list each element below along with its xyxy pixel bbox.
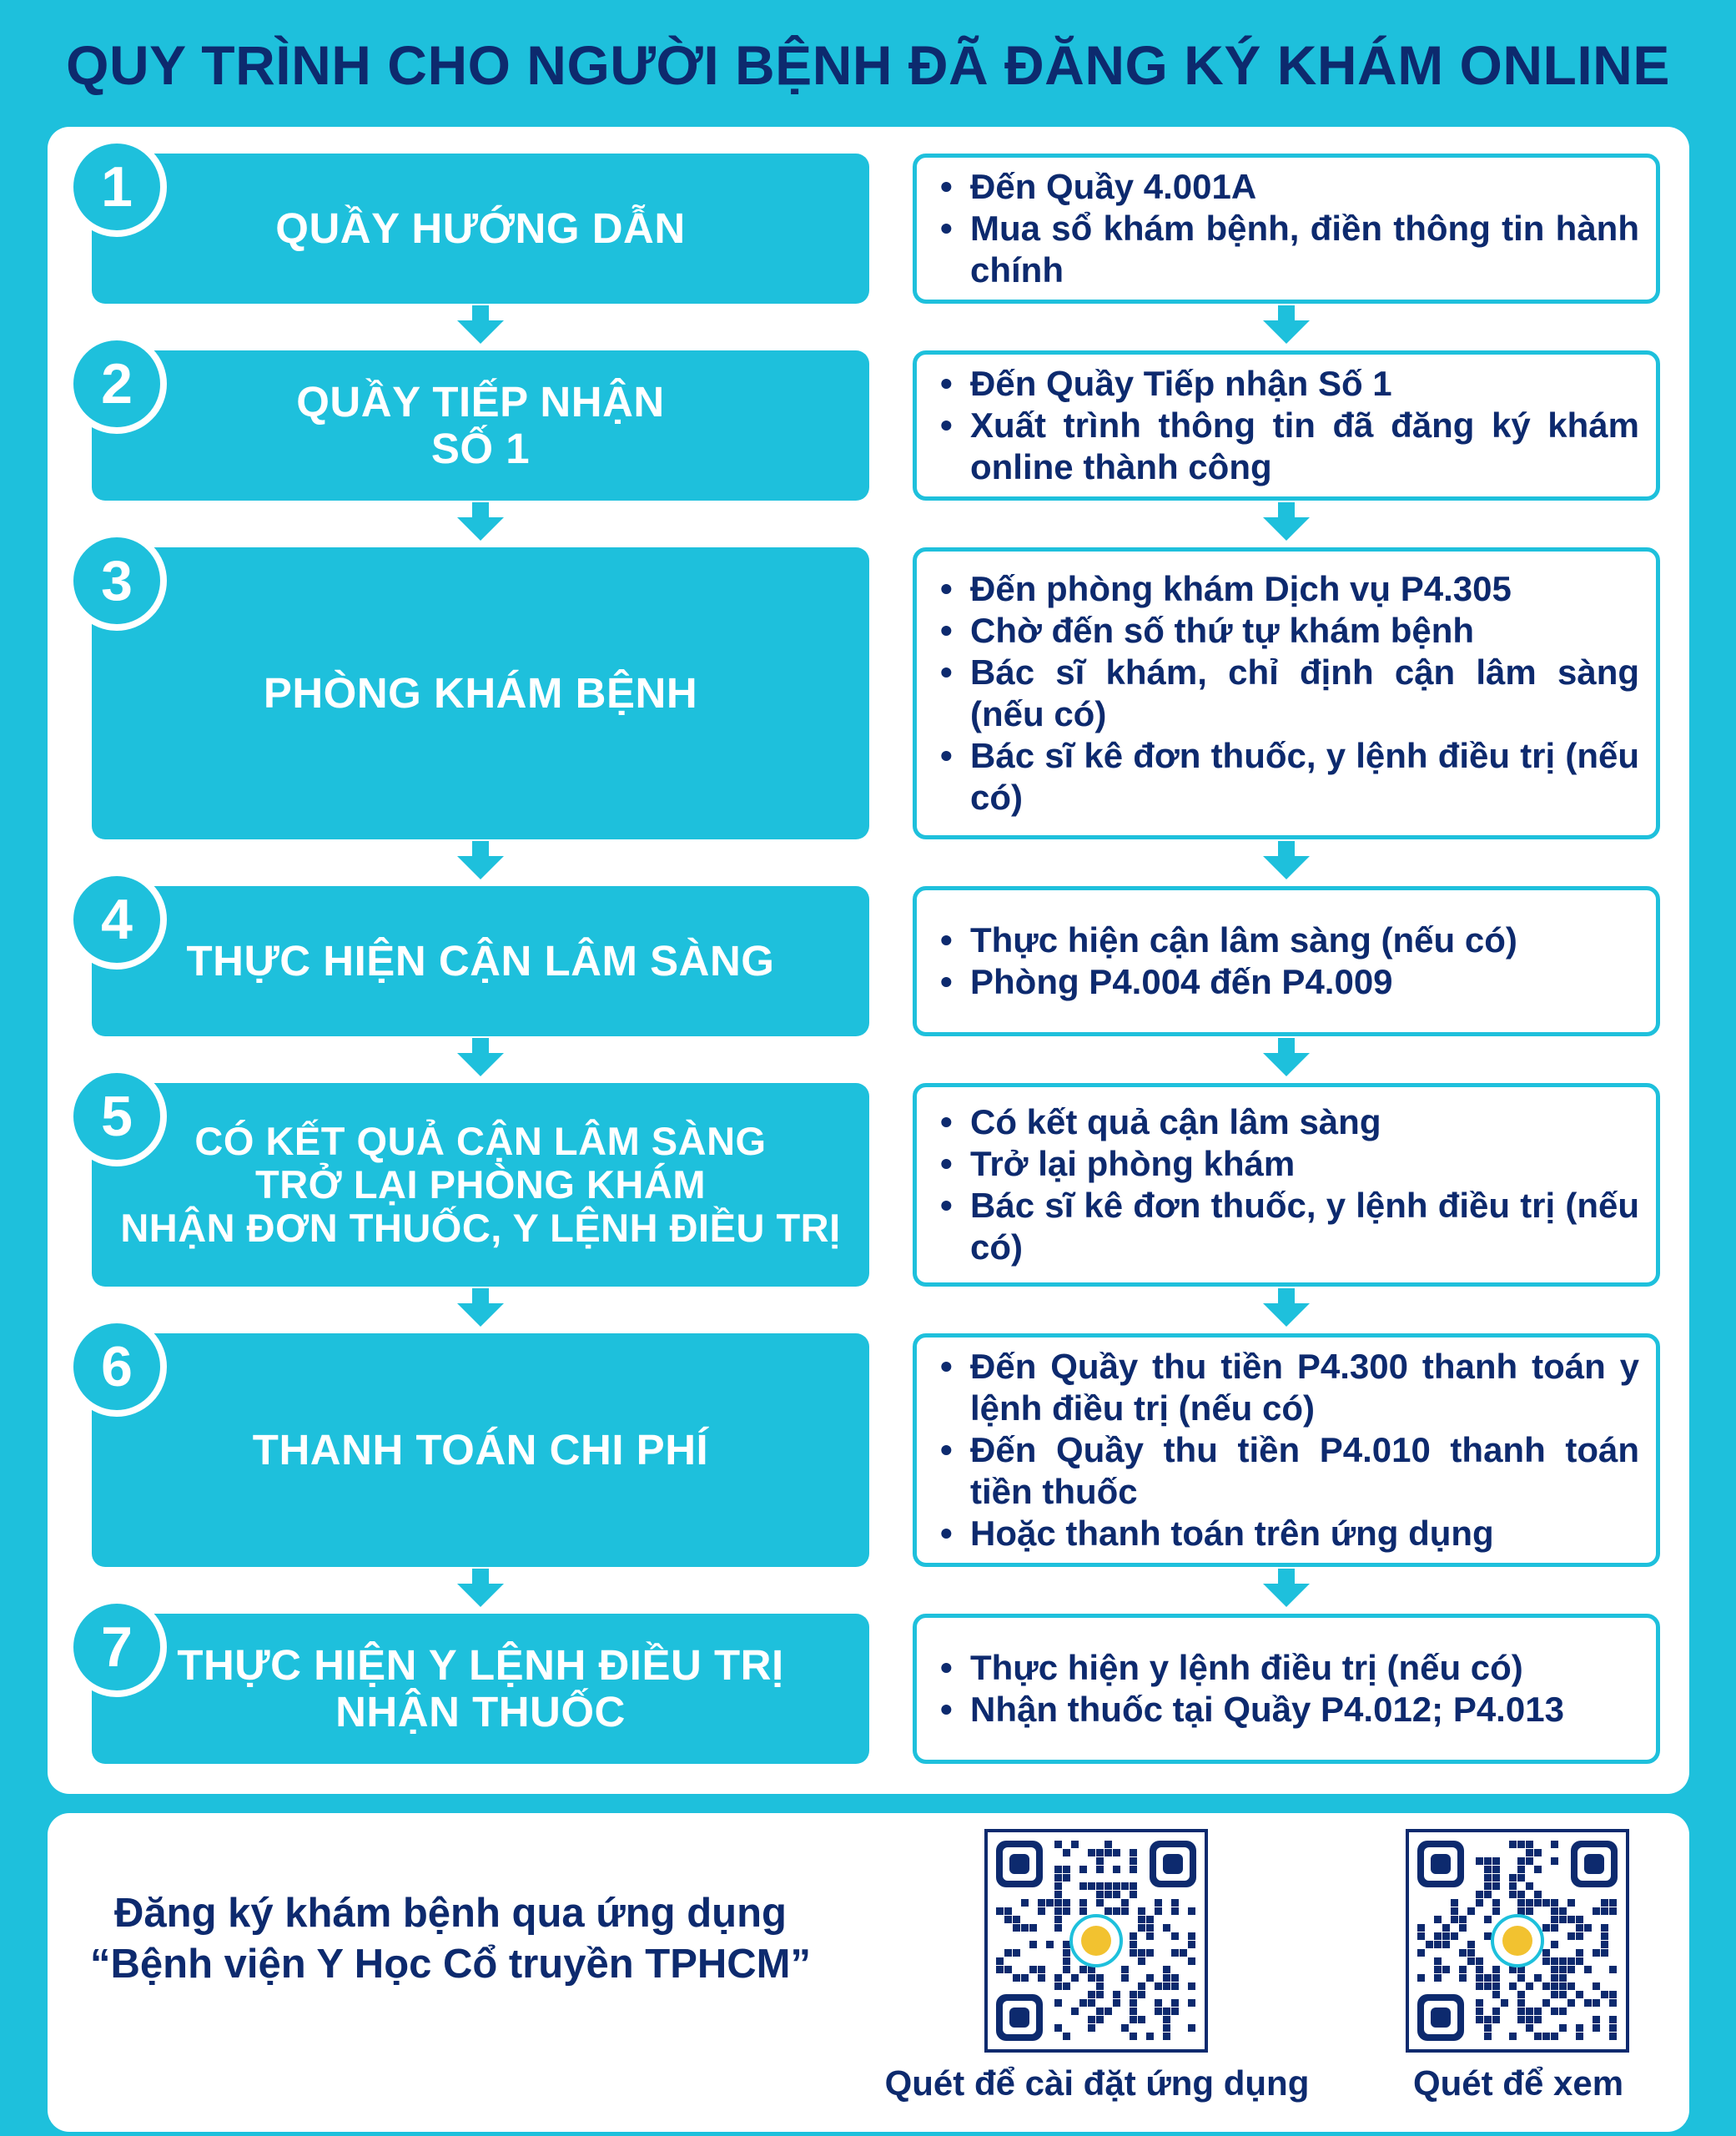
footer-app-promo <box>58 1888 843 1990</box>
step-6-number-badge: 6 <box>67 1317 167 1417</box>
step-5-number-badge: 5 <box>67 1066 167 1166</box>
step-7-detail-item: • Nhận thuốc tại Quầy P4.012; P4.013 <box>937 1689 1639 1730</box>
step-4-box <box>92 886 869 1036</box>
step-1-box <box>92 154 869 304</box>
qr-install-caption: Quét để cài đặt ứng dụng <box>884 2063 1310 2103</box>
step-4-number-badge: 4 <box>67 869 167 970</box>
step-3-details <box>913 547 1660 839</box>
step-3-label: PHÒNG KHÁM BỆNH <box>263 668 698 717</box>
page-title: QUY TRÌNH CHO NGƯỜI BỆNH ĐÃ ĐĂNG KÝ KHÁM ONLINE <box>66 34 1670 96</box>
step-3-box <box>92 547 869 839</box>
qr-view-caption: Quét để xem <box>1412 2063 1624 2103</box>
step-3-detail-item: • Bác sĩ khám, chỉ định cận lâm sàng (nếu có) <box>937 652 1639 735</box>
step-5-details <box>913 1083 1660 1287</box>
step-7-number-badge: 7 <box>67 1597 167 1697</box>
step-7-label: THỰC HIỆN Y LỆNH ĐIỀU TRỊ NHẬN THUỐC <box>177 1640 784 1736</box>
step-6-detail-item: • Hoặc thanh toán trên ứng dụng <box>937 1513 1639 1554</box>
step-6-box <box>92 1333 869 1567</box>
qr-code-view-icon[interactable] <box>1406 1829 1629 2053</box>
step-7-detail-item: • Thực hiện y lệnh điều trị (nếu có) <box>937 1647 1639 1689</box>
footer-line-2: “Bệnh viện Y Học Cổ truyền TPHCM” <box>90 1942 811 1987</box>
step-7-details <box>913 1614 1660 1764</box>
step-4-detail-item: • Thực hiện cận lâm sàng (nếu có) <box>937 919 1639 961</box>
step-1-detail-item: • Mua sổ khám bệnh, điền thông tin hành chính <box>937 208 1639 291</box>
step-3-detail-item: • Bác sĩ kê đơn thuốc, y lệnh điều trị (nếu có) <box>937 735 1639 819</box>
step-2-detail-item: • Xuất trình thông tin đã đăng ký khám online thành công <box>937 405 1639 488</box>
step-4-detail-item: • Phòng P4.004 đến P4.009 <box>937 961 1639 1003</box>
step-2-box <box>92 350 869 501</box>
step-2-label: QUẦY TIẾP NHẬN SỐ 1 <box>296 377 665 472</box>
step-2-number-badge: 2 <box>67 334 167 434</box>
step-1-detail-item: • Đến Quầy 4.001A <box>937 166 1639 208</box>
step-3-detail-item: • Chờ đến số thứ tự khám bệnh <box>937 610 1639 652</box>
qr-code-install-icon[interactable] <box>984 1829 1208 2053</box>
step-1-label: QUẦY HƯỚNG DẪN <box>275 204 686 252</box>
step-5-detail-item: • Có kết quả cận lâm sàng <box>937 1101 1639 1143</box>
step-3-number-badge: 3 <box>67 531 167 631</box>
step-2-details <box>913 350 1660 501</box>
step-5-label: CÓ KẾT QUẢ CẬN LÂM SÀNG TRỞ LẠI PHÒNG KHÁM NHẬN ĐƠN THUỐC, Y LỆNH ĐIỀU TRỊ <box>120 1119 841 1250</box>
step-2-detail-item: • Đến Quầy Tiếp nhận Số 1 <box>937 363 1639 405</box>
step-6-detail-item: • Đến Quầy thu tiền P4.300 thanh toán y lệnh điều trị (nếu có) <box>937 1346 1639 1429</box>
step-5-box <box>92 1083 869 1287</box>
step-6-details <box>913 1333 1660 1567</box>
step-1-details <box>913 154 1660 304</box>
step-5-detail-item: • Trở lại phòng khám <box>937 1143 1639 1185</box>
step-4-label: THỰC HIỆN CẬN LÂM SÀNG <box>186 936 775 985</box>
step-6-label: THANH TOÁN CHI PHÍ <box>252 1425 709 1474</box>
step-7-box <box>92 1614 869 1764</box>
step-4-details <box>913 886 1660 1036</box>
step-1-number-badge: 1 <box>67 137 167 237</box>
step-6-detail-item: • Đến Quầy thu tiền P4.010 thanh toán tiền thuốc <box>937 1429 1639 1513</box>
step-5-detail-item: • Bác sĩ kê đơn thuốc, y lệnh điều trị (nếu có) <box>937 1185 1639 1268</box>
footer-line-1: Đăng ký khám bệnh qua ứng dụng <box>114 1891 787 1936</box>
step-3-detail-item: • Đến phòng khám Dịch vụ P4.305 <box>937 568 1639 610</box>
